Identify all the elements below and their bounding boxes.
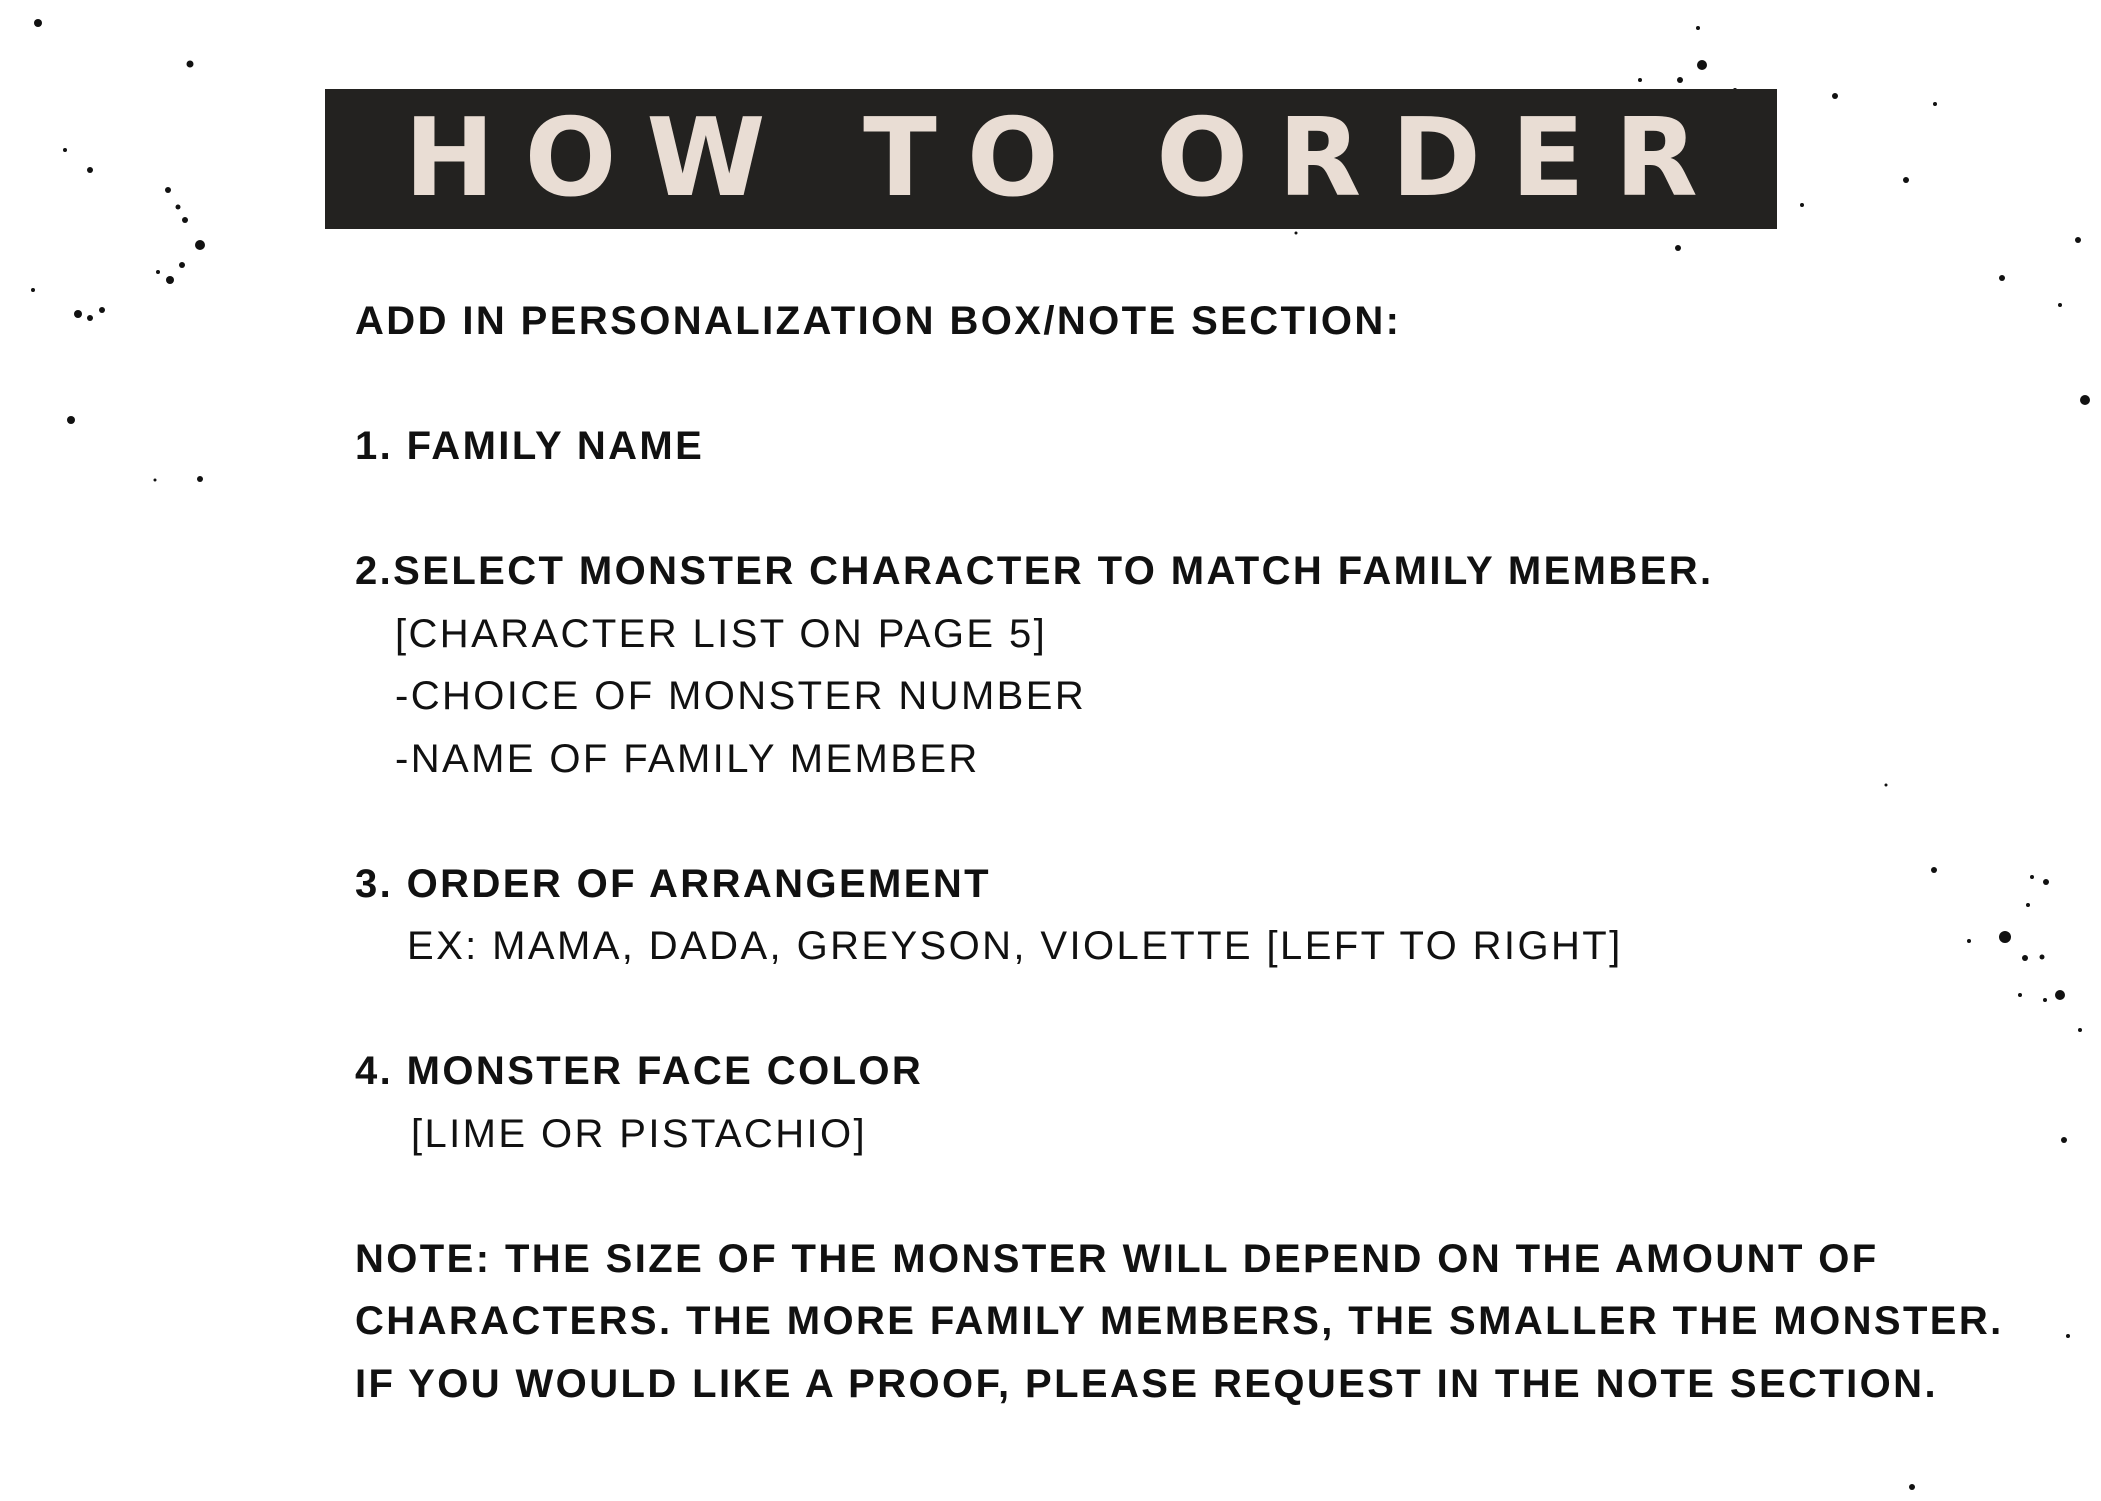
how-to-order-banner [325, 89, 1777, 229]
order-instructions [355, 290, 2005, 1415]
spacer [355, 478, 2005, 541]
step-3-title: 3. ORDER OF ARRANGEMENT [355, 861, 991, 906]
note-line-1: NOTE: THE SIZE OF THE MONSTER WILL DEPEND ON THE AMOUNT OF [355, 1236, 1879, 1281]
step-4-color-options: [LIME OR PISTACHIO] [411, 1111, 868, 1156]
note-line-2: CHARACTERS. THE MORE FAMILY MEMBERS, THE SMALLER THE MONSTER. [355, 1299, 2004, 1343]
step-2-title: 2.SELECT MONSTER CHARACTER TO MATCH FAMILY MEMBER. [355, 549, 1714, 593]
spacer [355, 353, 2005, 416]
spacer [355, 790, 2005, 853]
step-4-title: 4. MONSTER FACE COLOR [355, 1049, 924, 1093]
step-2-family-member-name: -NAME OF FAMILY MEMBER [395, 736, 980, 781]
spacer [355, 978, 2005, 1041]
note-line-3: IF YOU WOULD LIKE A PROOF, PLEASE REQUEST IN THE NOTE SECTION. [355, 1361, 1938, 1406]
banner-title: HOW TO ORDER [404, 96, 1728, 221]
instructions-heading: ADD IN PERSONALIZATION BOX/NOTE SECTION: [355, 299, 1402, 343]
spacer [355, 1165, 2005, 1228]
step-2-monster-number: -CHOICE OF MONSTER NUMBER [395, 674, 1087, 718]
step-3-example: EX: MAMA, DADA, GREYSON, VIOLETTE [LEFT TO RIGHT] [407, 924, 1623, 968]
step-1-title: 1. FAMILY NAME [355, 424, 705, 468]
step-2-character-list-note: [CHARACTER LIST ON PAGE 5] [395, 611, 1048, 656]
